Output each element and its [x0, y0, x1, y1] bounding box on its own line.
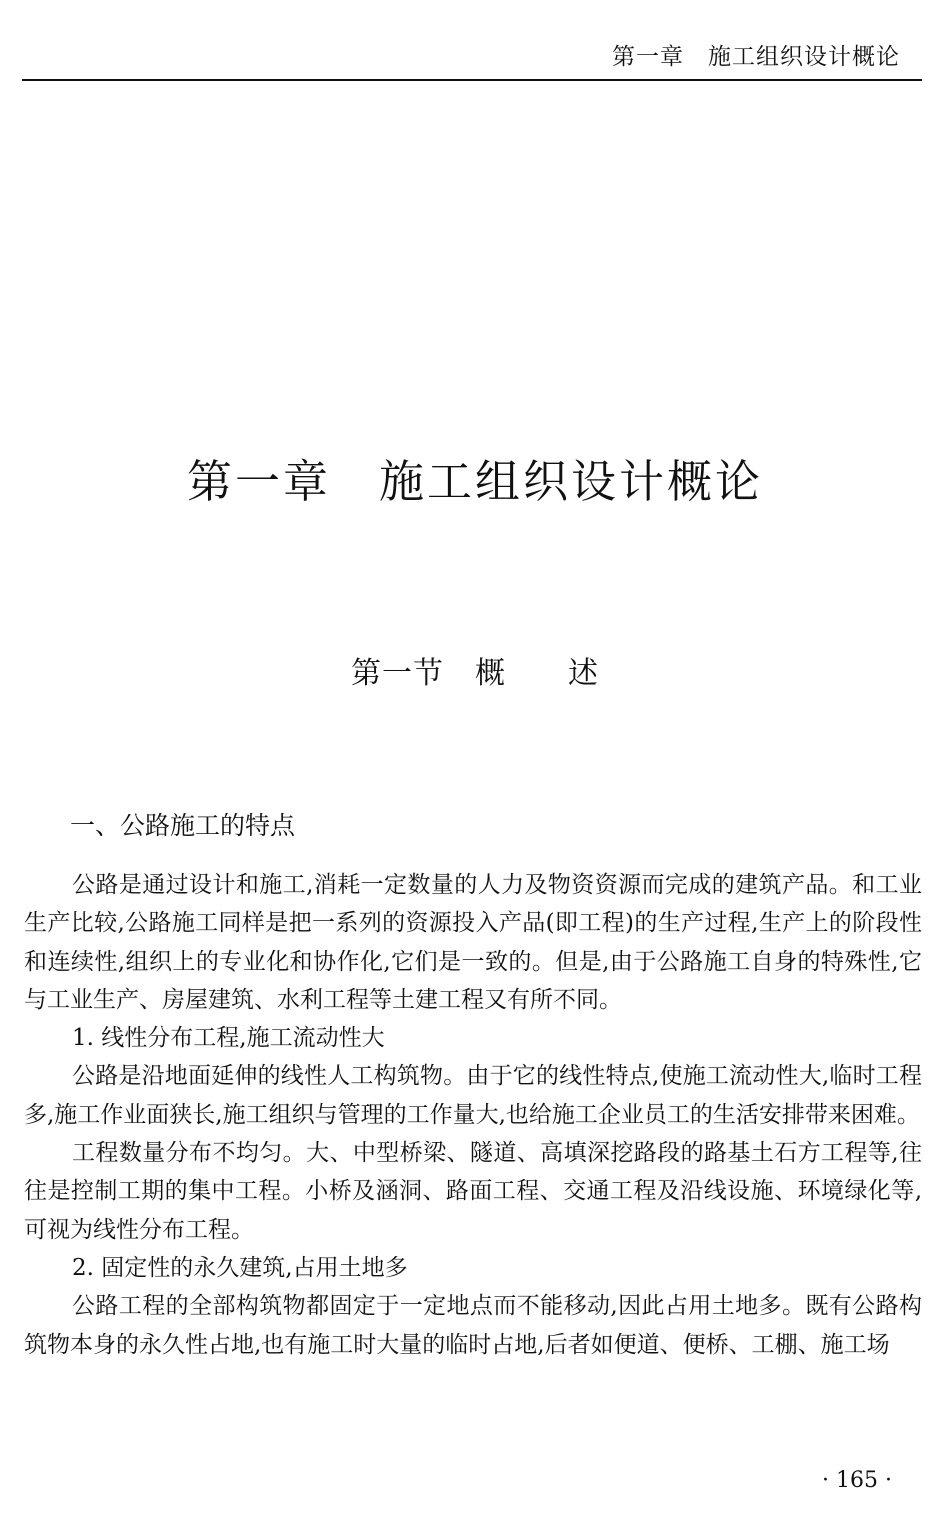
paragraph: 公路是沿地面延伸的线性人工构筑物。由于它的线性特点,使施工流动性大,临时工程多,施工作业面狭长,施工组织与管理的工作量大,也给施工企业员工的生活安排带来困难。 — [24, 1063, 922, 1128]
subsection-title: 一、公路施工的特点 — [70, 811, 296, 840]
section-title: 第一节 概 述 — [351, 656, 599, 691]
paragraph: 公路工程的全部构筑物都固定于一定地点而不能移动,因此占用土地多。既有公路构筑物本身的永久性占地,也有施工时大量的临时占地,后者如便道、便桥、工棚、施工场 — [24, 1293, 922, 1358]
item-heading: 1. 线性分布工程,施工流动性大 — [72, 1025, 385, 1052]
header-divider — [22, 79, 922, 81]
paragraph: 公路是通过设计和施工,消耗一定数量的人力及物资资源而完成的建筑产品。和工业生产比较,公路施工同样是把一系列的资源投入产品(即工程)的生产过程,生产上的阶段性和连续性,组织上的专业化和协作化,它们是一致的。但是,由于公路施工自身的特殊性,它与工业生产、房屋建筑、水利工程等土建工程又有所不同。 — [24, 872, 922, 1013]
item-heading: 2. 固定性的永久建筑,占用土地多 — [72, 1254, 408, 1281]
page-number: · 165 · — [822, 1468, 892, 1493]
running-header: 第一章 施工组织设计概论 — [612, 44, 900, 70]
paragraph: 工程数量分布不均匀。大、中型桥梁、隧道、高填深挖路段的路基土石方工程等,往往是控制工期的集中工程。小桥及涵洞、路面工程、交通工程及沿线设施、环境绿化等,可视为线性分布工程。 — [24, 1140, 922, 1243]
body-text — [24, 866, 922, 1364]
chapter-title: 第一章 施工组织设计概论 — [186, 455, 763, 508]
